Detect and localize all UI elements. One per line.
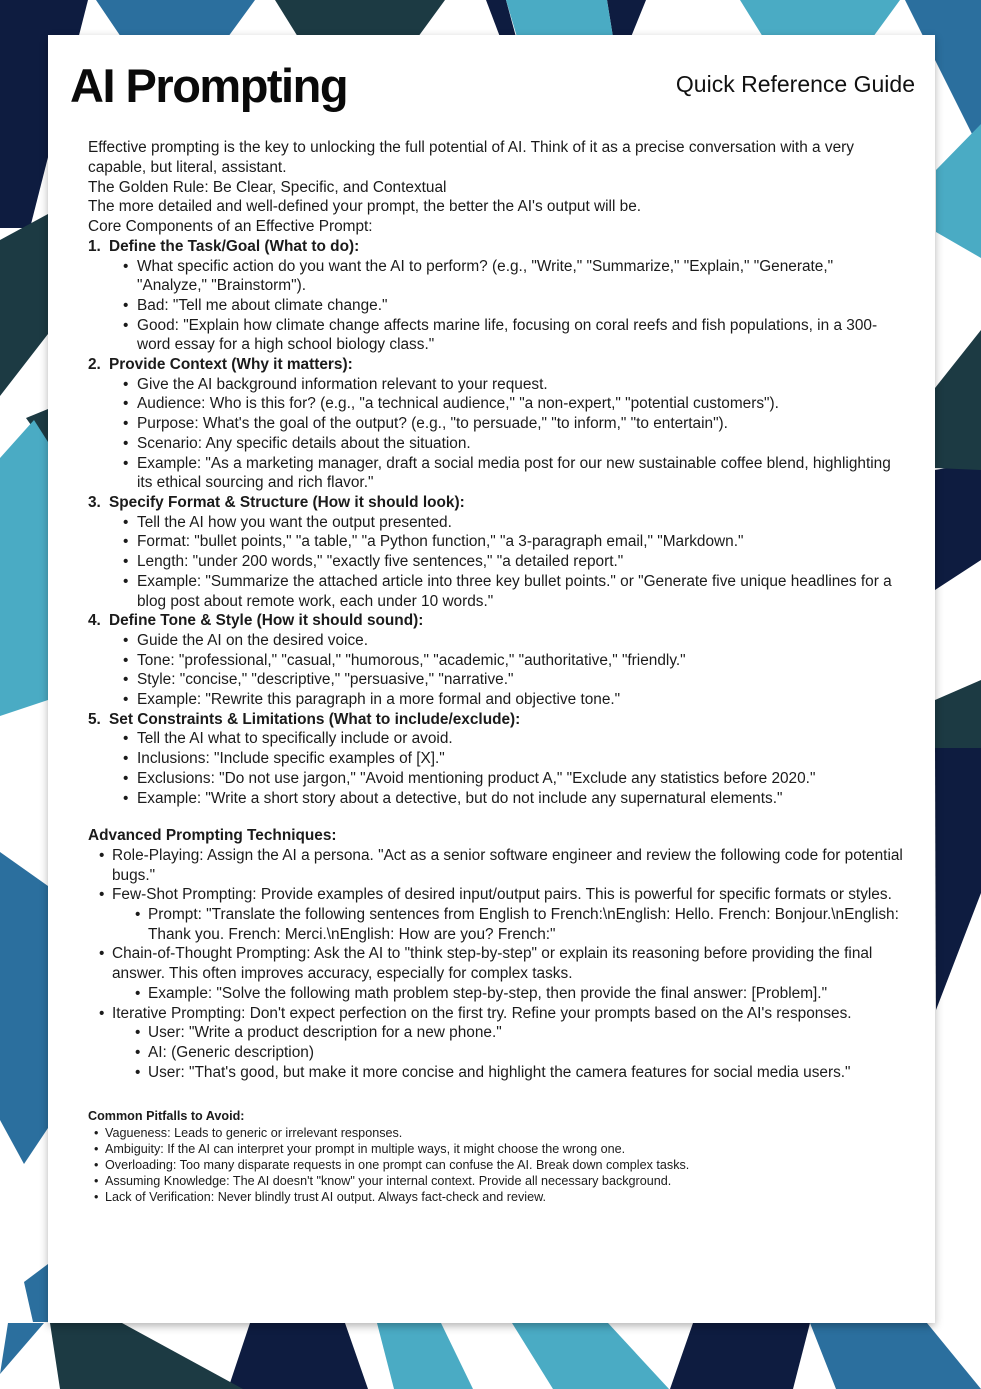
section-number: 4.	[88, 612, 101, 630]
advanced-subitem: • User: "Write a product description for a new phone."	[148, 1023, 905, 1043]
advanced-item	[112, 846, 905, 885]
bullet-item: • Example: "As a marketing manager, draft a social media post for our new sustainable coffee blend, highlighting its ethical sourcing and rich flavor."	[137, 454, 905, 493]
core-component-section	[88, 611, 905, 710]
pitfall-item: • Vagueness: Leads to generic or irrelevant responses.	[105, 1125, 905, 1141]
advanced-subitem: • Prompt: "Translate the following sentences from English to French:\nEnglish: Hello. French: Bonjour.\nEnglish: Thank you. French: Merci.\nEnglish: How are you? French:"	[148, 905, 905, 944]
advanced-sublist	[112, 905, 905, 944]
page-subtitle: Quick Reference Guide	[675, 71, 915, 97]
section-heading	[88, 237, 905, 257]
advanced-item-text: Role-Playing: Assign the AI a persona. "Act as a senior software engineer and review the following code for potential bugs."	[112, 846, 903, 884]
section-heading	[88, 355, 905, 375]
section-bullet-list	[88, 631, 905, 710]
advanced-subitem: • Example: "Solve the following math problem step-by-step, then provide the final answer: [Problem]."	[148, 984, 905, 1004]
section-bullet-list	[88, 513, 905, 612]
card-header	[48, 55, 935, 110]
bullet-item: • What specific action do you want the AI to perform? (e.g., "Write," "Summarize," "Explain," "Generate," "Analyze," "Brainstorm").	[137, 257, 905, 296]
advanced-item-text: Few-Shot Prompting: Provide examples of desired input/output pairs. This is powerful for specific formats or styles.	[112, 886, 892, 904]
section-heading-text: Provide Context (Why it matters):	[109, 356, 353, 374]
advanced-sublist	[112, 1023, 905, 1082]
pitfall-item: • Lack of Verification: Never blindly trust AI output. Always fact-check and review.	[105, 1189, 905, 1205]
pitfalls-section	[88, 1108, 905, 1205]
section-number: 1.	[88, 237, 101, 255]
bullet-item: • Example: "Summarize the attached article into three key bullet points." or "Generate five unique headlines for a blog post about remote work, each under 10 words."	[137, 572, 905, 611]
section-heading	[88, 493, 905, 513]
section-number: 2.	[88, 356, 101, 374]
section-heading	[88, 611, 905, 631]
intro-line: Effective prompting is the key to unlocking the full potential of AI. Think of it as a precise conversation with a very capable, but literal, assistant.	[88, 139, 854, 177]
bullet-item: • Inclusions: "Include specific examples of [X]."	[137, 749, 905, 769]
intro-line: The Golden Rule: Be Clear, Specific, and Contextual	[88, 178, 447, 196]
page-title: AI Prompting	[70, 59, 348, 112]
document-content	[48, 110, 935, 1205]
bullet-item: • Exclusions: "Do not use jargon," "Avoid mentioning product A," "Exclude any statistics before 2020."	[137, 769, 905, 789]
section-heading-text: Set Constraints & Limitations (What to include/exclude):	[109, 710, 521, 728]
pitfall-item: • Ambiguity: If the AI can interpret your prompt in multiple ways, it might choose the wrong one.	[105, 1141, 905, 1157]
section-bullet-list	[88, 375, 905, 493]
bullet-item: • Style: "concise," "descriptive," "persuasive," "narrative."	[137, 670, 905, 690]
advanced-sublist	[112, 984, 905, 1004]
reference-card	[48, 35, 935, 1323]
section-heading-text: Define Tone & Style (How it should sound):	[109, 612, 424, 630]
advanced-list	[88, 846, 905, 1082]
advanced-item-text: Iterative Prompting: Don't expect perfection on the first try. Refine your prompts based on the AI's responses.	[112, 1004, 852, 1022]
section-bullet-list	[88, 729, 905, 808]
bullet-item: • Tone: "professional," "casual," "humorous," "academic," "authoritative," "friendly."	[137, 651, 905, 671]
pitfall-item: • Overloading: Too many disparate requests in one prompt can confuse the AI. Break down complex tasks.	[105, 1157, 905, 1173]
bullet-item: • Example: "Write a short story about a detective, but do not include any supernatural elements."	[137, 789, 905, 809]
advanced-techniques-section	[88, 826, 905, 1082]
intro-line: Core Components of an Effective Prompt:	[88, 218, 373, 236]
section-heading-text: Define the Task/Goal (What to do):	[109, 237, 360, 255]
section-heading-text: Specify Format & Structure (How it should look):	[109, 494, 465, 511]
advanced-item-text: Chain-of-Thought Prompting: Ask the AI to "think step-by-step" or explain its reasoning before providing the final answer. This often improves accuracy, especially for complex tasks.	[112, 945, 873, 983]
advanced-item	[112, 885, 905, 944]
core-component-section	[88, 493, 905, 611]
core-component-section	[88, 237, 905, 355]
bullet-item: • Length: "under 200 words," "exactly five sentences," "a detailed report."	[137, 552, 905, 572]
pitfalls-heading: Common Pitfalls to Avoid:	[88, 1109, 245, 1124]
bullet-item: • Example: "Rewrite this paragraph in a more formal and objective tone."	[137, 690, 905, 710]
bullet-item: • Good: "Explain how climate change affects marine life, focusing on coral reefs and fish populations, in a 300-word essay for a high school biology class."	[137, 316, 905, 355]
advanced-item	[112, 1004, 905, 1083]
section-number: 3.	[88, 494, 101, 511]
advanced-subitem: • AI: (Generic description)	[148, 1043, 905, 1063]
bullet-item: • Purpose: What's the goal of the output? (e.g., "to persuade," "to inform," "to entertain").	[137, 414, 905, 434]
core-component-section	[88, 710, 905, 809]
section-bullet-list	[88, 257, 905, 356]
advanced-subitem: • User: "That's good, but make it more concise and highlight the camera features for social media users."	[148, 1063, 905, 1083]
core-component-section	[88, 355, 905, 493]
bullet-item: • Format: "bullet points," "a table," "a Python function," "a 3-paragraph email," "Markdown."	[137, 532, 905, 552]
bullet-item: • Audience: Who is this for? (e.g., "a technical audience," "a non-expert," "potential customers").	[137, 394, 905, 414]
bullet-item: • Bad: "Tell me about climate change."	[137, 296, 905, 316]
section-number: 5.	[88, 710, 101, 728]
advanced-item	[112, 944, 905, 1003]
bullet-item: • Give the AI background information relevant to your request.	[137, 375, 905, 395]
bullet-item: • Guide the AI on the desired voice.	[137, 631, 905, 651]
section-heading	[88, 710, 905, 730]
intro-line: The more detailed and well-defined your prompt, the better the AI's output will be.	[88, 198, 642, 216]
bullet-item: • Tell the AI how you want the output presented.	[137, 513, 905, 533]
pitfall-item: • Assuming Knowledge: The AI doesn't "know" your internal context. Provide all necessary background.	[105, 1173, 905, 1189]
advanced-heading: Advanced Prompting Techniques:	[88, 827, 337, 845]
pitfalls-list	[88, 1125, 905, 1206]
bullet-item: • Scenario: Any specific details about the situation.	[137, 434, 905, 454]
bullet-item: • Tell the AI what to specifically include or avoid.	[137, 729, 905, 749]
